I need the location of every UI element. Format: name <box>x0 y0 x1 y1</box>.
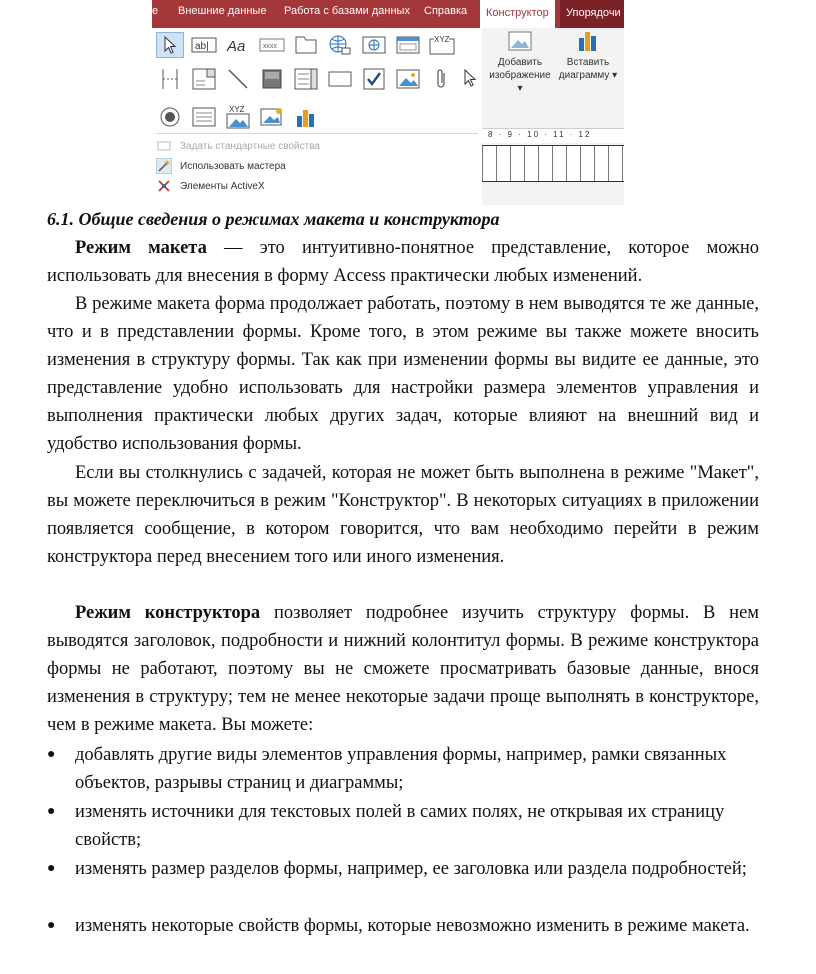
tab-database-tools[interactable]: Работа с базами данных <box>284 5 410 17</box>
list-item: ● изменять размер разделов формы, например, ее заголовка или раздела подробностей; <box>47 859 747 879</box>
button-icon[interactable] <box>258 32 286 58</box>
tab-control-icon[interactable] <box>292 32 320 58</box>
subform-icon[interactable] <box>190 104 218 130</box>
option-group-icon[interactable] <box>428 32 456 58</box>
list-box-icon[interactable] <box>292 66 320 92</box>
ruler: 8 · 9 · 10 · 11 · 12 <box>482 128 624 143</box>
select-arrow-icon[interactable] <box>156 32 184 58</box>
menu-item-set-defaults[interactable]: Задать стандартные свойства <box>156 136 320 156</box>
textbox-icon[interactable] <box>190 32 218 58</box>
menu-item-use-wizards[interactable]: Использовать мастера <box>156 156 286 176</box>
hyperlink-icon[interactable] <box>326 32 354 58</box>
page-break-icon[interactable] <box>156 66 184 92</box>
tab-design[interactable]: Конструктор <box>480 0 555 28</box>
svg-text:ab|: ab| <box>195 41 209 52</box>
option-button-icon[interactable] <box>156 104 184 130</box>
ribbon-tabs <box>152 0 624 28</box>
svg-text:XYZ: XYZ <box>229 105 245 114</box>
chart-icon[interactable] <box>292 104 320 130</box>
add-image-button[interactable]: Добавить изображение ▾ <box>486 30 554 95</box>
tab-partial[interactable]: е <box>152 5 159 17</box>
wizard-icon <box>156 158 172 174</box>
tab-external-data[interactable]: Внешние данные <box>178 5 267 17</box>
paragraph-layout-mode: Режим макета — это интуитивно-понятное представление, которое можно использовать для внесения в форму Access практически любых изменений. <box>47 238 759 286</box>
unbound-object-icon[interactable] <box>258 104 286 130</box>
form-design-grid <box>482 145 624 182</box>
combo-box-icon[interactable] <box>190 66 218 92</box>
svg-text:XYZ: XYZ <box>434 35 450 44</box>
attachment-icon[interactable] <box>428 66 456 92</box>
defaults-icon <box>156 138 172 154</box>
svg-text:Aa: Aa <box>227 38 246 54</box>
paragraph-design-mode: Режим конструктора позволяет подробнее изучить структуру формы. В нем выводятся заголовок, подробности и нижний колонтитул формы. В режиме конструктора формы не работают, поэтому вы не сможете просматривать базовые данные, внося изменения в структуру; тем не менее некоторые задачи проще выполнять в конструкторе, чем в режиме макета. Вы можете: <box>47 603 759 735</box>
list-item: ● изменять некоторые свойств формы, которые невозможно изменить в режиме макета. <box>47 916 750 936</box>
controls-gallery <box>152 28 483 205</box>
image-icon[interactable] <box>394 66 422 92</box>
insert-chart-button[interactable]: Вставить диаграмму ▾ <box>554 30 622 82</box>
label-aa-icon[interactable] <box>224 32 252 58</box>
tab-help[interactable]: Справка <box>424 5 468 17</box>
rectangle-icon[interactable] <box>326 66 354 92</box>
list-item: ● изменять источники для текстовых полей в самих полях, не открывая их страницу свойств; <box>47 802 725 850</box>
bound-object-icon[interactable] <box>224 104 252 130</box>
paragraph-switch-mode: Если вы столкнулись с задачей, которая не может быть выполнена в режиме "Макет", вы можете переключиться в режим "Конструктор". В некоторых ситуациях в приложении появляется сообщение, в котором говорится, что вам необходимо перейти в режим конструктора перед внесением того или иного изменения. <box>47 463 759 567</box>
paragraph-layout-details: В режиме макета форма продолжает работать, поэтому в нем выводятся те же данные, что и в представлении формы. Кроме того, в этом режиме вы также можете вносить изменения в структуру формы. Так как при изменении формы вы видите ее данные, это представление удобно использовать для настройки размера элементов управления и выполнения практически любых других задач, которые влияют на внешний вид и удобство использования формы. <box>47 294 759 454</box>
menu-separator <box>156 133 478 134</box>
navigation-icon[interactable] <box>394 32 422 58</box>
svg-text:xxxx: xxxx <box>263 43 277 50</box>
toggle-icon[interactable] <box>258 66 286 92</box>
checkbox-icon[interactable] <box>360 66 388 92</box>
web-browser-icon[interactable] <box>360 32 388 58</box>
line-icon[interactable] <box>224 66 252 92</box>
add-image-icon <box>507 30 533 52</box>
mouse-cursor-icon <box>456 66 484 92</box>
list-item: ● добавлять другие виды элементов управления формы, например, рамки связанных объектов, разрывы страниц и диаграммы; <box>47 745 727 793</box>
menu-item-activex[interactable]: Элементы ActiveX <box>156 176 265 196</box>
section-heading: 6.1. Общие сведения о режимах макета и конструктора <box>47 209 500 229</box>
tab-arrange[interactable]: Упорядочи <box>560 0 624 28</box>
activex-icon <box>156 178 172 194</box>
insert-chart-icon <box>575 30 601 52</box>
access-screenshot <box>152 0 624 205</box>
